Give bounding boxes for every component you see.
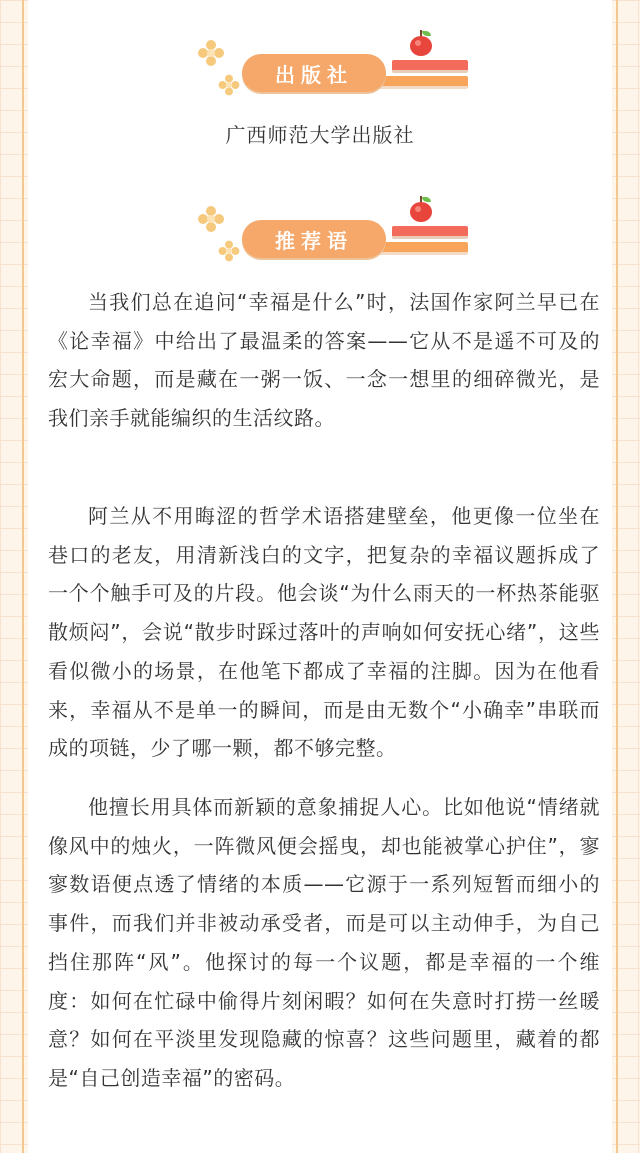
recommend-paragraph-3: 他擅长用具体而新颖的意象捕捉人心。比如他说“情绪就像风中的烛火，一阵微风便会摇曳，却也能被掌心护住”，寥寥数语便点透了情绪的本质——它源于一系列短暂而细小的事件，而我们并非被动承受者，而是可以主动伸手，为自己挡住那阵“风”。他探讨的每一个议题，都是幸福的一个维度：如何在忙碌中偷得片刻闲暇？如何在失意时打捞一丝暖意？如何在平淡里发现隐藏的惊喜？这些问题里，藏着的都是“自己创造幸福”的密码。 xyxy=(48,795,600,1090)
flower-icon xyxy=(198,40,224,66)
section-title-recommend: 推荐语 xyxy=(242,220,386,258)
books-icon xyxy=(372,58,470,98)
page-border-left xyxy=(22,0,24,1153)
books-icon xyxy=(372,224,470,264)
content-card xyxy=(28,0,612,1153)
page-border-right xyxy=(616,0,618,1153)
apple-icon xyxy=(408,196,434,222)
section-header-recommend xyxy=(28,194,612,274)
apple-icon xyxy=(408,30,434,56)
flower-icon xyxy=(219,75,240,96)
publisher-name: 广西师范大学出版社 xyxy=(225,123,415,147)
flower-icon xyxy=(219,241,240,262)
recommend-paragraph-2: 阿兰从不用晦涩的哲学术语搭建壁垒，他更像一位坐在巷口的老友，用清新浅白的文字，把复杂的幸福议题拆成了一个个触手可及的片段。他会谈“为什么雨天的一杯热茶能驱散烦闷”，会说“散步时踩过落叶的声响如何安抚心绪”，这些看似微小的场景，在他笔下都成了幸福的注脚。因为在他看来，幸福从不是单一的瞬间，而是由无数个“小确幸”串联而成的项链，少了哪一颗，都不够完整。 xyxy=(48,504,600,761)
section-header-publisher xyxy=(28,28,612,108)
flower-icon xyxy=(198,206,224,232)
recommend-paragraph-1: 当我们总在追问“幸福是什么”时，法国作家阿兰早已在《论幸福》中给出了最温柔的答案——它从不是遥不可及的宏大命题，而是藏在一粥一饭、一念一想里的细碎微光，是我们亲手就能编织的生活纹路。 xyxy=(48,290,600,431)
section-title-publisher: 出版社 xyxy=(242,54,386,92)
